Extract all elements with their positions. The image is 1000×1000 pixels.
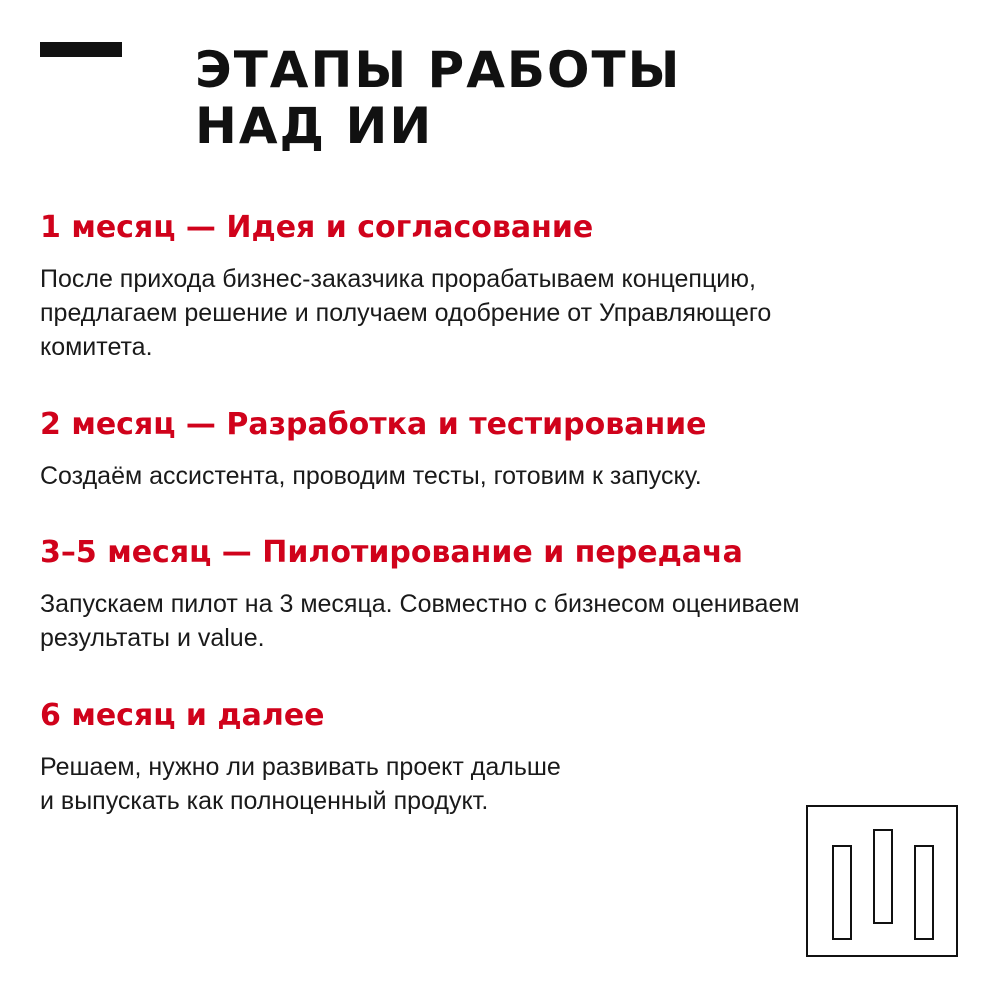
stage-2 bbox=[40, 407, 970, 493]
stage-description-line: После прихода бизнес-заказчика прорабатываем концепцию, bbox=[40, 265, 756, 293]
stage-3 bbox=[40, 535, 970, 655]
stage-description bbox=[40, 459, 970, 493]
page-title-line-2: НАД ИИ bbox=[195, 97, 434, 155]
logo-bar bbox=[832, 845, 852, 940]
page-title bbox=[195, 42, 681, 154]
stage-heading: 3–5 месяц — Пилотирование и передача bbox=[40, 535, 743, 570]
page-title-line-1: ЭТАПЫ РАБОТЫ bbox=[195, 41, 682, 99]
stage-description-line: и выпускать как полноценный продукт. bbox=[40, 787, 489, 815]
stage-4 bbox=[40, 698, 970, 818]
stage-description-line: Запускаем пилот на 3 месяца. Совместно с бизнесом оцениваем bbox=[40, 590, 800, 618]
logo-bar bbox=[914, 845, 934, 940]
stage-description-line: предлагаем решение и получаем одобрение от Управляющего bbox=[40, 299, 772, 327]
stage-1 bbox=[40, 210, 970, 364]
logo-bar bbox=[873, 829, 893, 924]
stage-description-line: Решаем, нужно ли развивать проект дальше bbox=[40, 753, 561, 781]
stage-description-line: результаты и value. bbox=[40, 624, 265, 652]
stage-description bbox=[40, 587, 970, 655]
stage-heading: 1 месяц — Идея и согласование bbox=[40, 210, 594, 245]
stage-description-line: комитета. bbox=[40, 333, 153, 361]
stage-description-line: Создаём ассистента, проводим тесты, готовим к запуску. bbox=[40, 462, 702, 490]
bars-logo-icon bbox=[806, 805, 958, 957]
stage-description bbox=[40, 262, 970, 364]
stage-heading: 2 месяц — Разработка и тестирование bbox=[40, 407, 707, 442]
stage-heading: 6 месяц и далее bbox=[40, 698, 325, 733]
decorative-bar bbox=[40, 42, 122, 57]
